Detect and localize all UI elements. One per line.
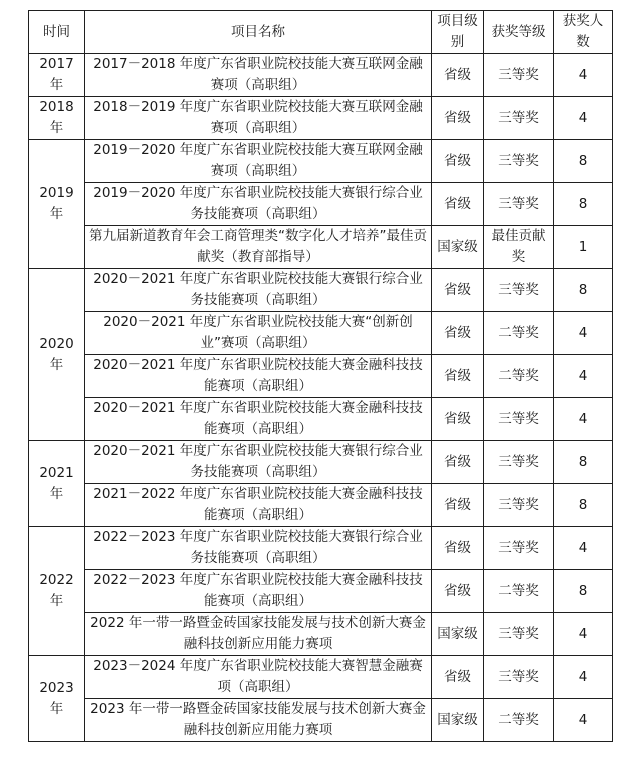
project-name-cell: 2019－2020 年度广东省职业院校技能大赛银行综合业务技能赛项（高职组）	[85, 183, 432, 226]
project-level-cell: 省级	[432, 527, 484, 570]
header-year: 时间	[29, 11, 85, 54]
header-row	[29, 11, 613, 54]
project-name-cell: 2020－2021 年度广东省职业院校技能大赛银行综合业务技能赛项（高职组）	[85, 269, 432, 312]
award-count-cell: 8	[554, 484, 613, 527]
award-level-cell: 二等奖	[484, 355, 554, 398]
table-row	[29, 183, 613, 226]
award-count-cell: 4	[554, 656, 613, 699]
table-row	[29, 398, 613, 441]
year-cell: 2017年	[29, 54, 85, 97]
project-name-cell: 2017－2018 年度广东省职业院校技能大赛互联网金融赛项（高职组）	[85, 54, 432, 97]
award-level-cell: 最佳贡献奖	[484, 226, 554, 269]
year-cell: 2018年	[29, 97, 85, 140]
award-count-cell: 8	[554, 183, 613, 226]
project-level-cell: 省级	[432, 570, 484, 613]
award-count-cell: 8	[554, 140, 613, 183]
project-level-cell: 省级	[432, 183, 484, 226]
project-level-cell: 省级	[432, 54, 484, 97]
project-level-cell: 省级	[432, 398, 484, 441]
award-level-cell: 二等奖	[484, 312, 554, 355]
award-count-cell: 4	[554, 398, 613, 441]
project-name-cell: 2020－2021 年度广东省职业院校技能大赛金融科技技能赛项（高职组）	[85, 398, 432, 441]
table-row	[29, 140, 613, 183]
table-row	[29, 355, 613, 398]
year-cell: 2020年	[29, 269, 85, 441]
header-project-level: 项目级别	[432, 11, 484, 54]
table-row	[29, 269, 613, 312]
project-name-cell: 第九届新道教育年会工商管理类“数字化人才培养”最佳贡献奖（教育部指导）	[85, 226, 432, 269]
award-level-cell: 二等奖	[484, 570, 554, 613]
award-level-cell: 三等奖	[484, 527, 554, 570]
project-level-cell: 省级	[432, 312, 484, 355]
award-count-cell: 4	[554, 54, 613, 97]
project-name-cell: 2022－2023 年度广东省职业院校技能大赛金融科技技能赛项（高职组）	[85, 570, 432, 613]
award-count-cell: 8	[554, 570, 613, 613]
project-level-cell: 省级	[432, 656, 484, 699]
table-row	[29, 54, 613, 97]
award-level-cell: 三等奖	[484, 140, 554, 183]
project-level-cell: 省级	[432, 97, 484, 140]
award-count-cell: 4	[554, 613, 613, 656]
award-level-cell: 三等奖	[484, 656, 554, 699]
table-row	[29, 570, 613, 613]
project-level-cell: 省级	[432, 140, 484, 183]
project-name-cell: 2021－2022 年度广东省职业院校技能大赛金融科技技能赛项（高职组）	[85, 484, 432, 527]
year-cell: 2021年	[29, 441, 85, 527]
award-level-cell: 三等奖	[484, 183, 554, 226]
project-name-cell: 2022 年一带一路暨金砖国家技能发展与技术创新大赛金融科技创新应用能力赛项	[85, 613, 432, 656]
year-cell: 2019年	[29, 140, 85, 269]
award-count-cell: 1	[554, 226, 613, 269]
table-row	[29, 97, 613, 140]
project-level-cell: 省级	[432, 484, 484, 527]
table-row	[29, 527, 613, 570]
project-name-cell: 2022－2023 年度广东省职业院校技能大赛银行综合业务技能赛项（高职组）	[85, 527, 432, 570]
project-name-cell: 2023－2024 年度广东省职业院校技能大赛智慧金融赛项（高职组）	[85, 656, 432, 699]
project-level-cell: 国家级	[432, 699, 484, 742]
award-count-cell: 4	[554, 355, 613, 398]
award-level-cell: 二等奖	[484, 699, 554, 742]
table-row	[29, 613, 613, 656]
award-count-cell: 4	[554, 312, 613, 355]
year-cell: 2023年	[29, 656, 85, 742]
project-level-cell: 省级	[432, 355, 484, 398]
table-row	[29, 699, 613, 742]
table-row	[29, 312, 613, 355]
award-level-cell: 三等奖	[484, 54, 554, 97]
project-name-cell: 2020－2021 年度广东省职业院校技能大赛银行综合业务技能赛项（高职组）	[85, 441, 432, 484]
award-count-cell: 8	[554, 441, 613, 484]
award-level-cell: 三等奖	[484, 269, 554, 312]
table-row	[29, 441, 613, 484]
award-level-cell: 三等奖	[484, 484, 554, 527]
header-project-name: 项目名称	[85, 11, 432, 54]
header-award-level: 获奖等级	[484, 11, 554, 54]
project-name-cell: 2018－2019 年度广东省职业院校技能大赛互联网金融赛项（高职组）	[85, 97, 432, 140]
table-header	[29, 11, 613, 54]
award-count-cell: 4	[554, 97, 613, 140]
table-row	[29, 226, 613, 269]
award-count-cell: 4	[554, 699, 613, 742]
award-level-cell: 三等奖	[484, 97, 554, 140]
award-level-cell: 三等奖	[484, 398, 554, 441]
awards-table	[28, 10, 613, 742]
project-level-cell: 国家级	[432, 613, 484, 656]
award-count-cell: 8	[554, 269, 613, 312]
project-level-cell: 省级	[432, 269, 484, 312]
project-name-cell: 2020－2021 年度广东省职业院校技能大赛“创新创业”赛项（高职组）	[85, 312, 432, 355]
project-name-cell: 2020－2021 年度广东省职业院校技能大赛金融科技技能赛项（高职组）	[85, 355, 432, 398]
project-level-cell: 国家级	[432, 226, 484, 269]
document-page	[28, 10, 612, 742]
table-row	[29, 484, 613, 527]
table-row	[29, 656, 613, 699]
award-level-cell: 三等奖	[484, 613, 554, 656]
award-level-cell: 三等奖	[484, 441, 554, 484]
table-body	[29, 54, 613, 742]
project-name-cell: 2023 年一带一路暨金砖国家技能发展与技术创新大赛金融科技创新应用能力赛项	[85, 699, 432, 742]
project-name-cell: 2019－2020 年度广东省职业院校技能大赛互联网金融赛项（高职组）	[85, 140, 432, 183]
year-cell: 2022年	[29, 527, 85, 656]
project-level-cell: 省级	[432, 441, 484, 484]
award-count-cell: 4	[554, 527, 613, 570]
header-award-count: 获奖人数	[554, 11, 613, 54]
